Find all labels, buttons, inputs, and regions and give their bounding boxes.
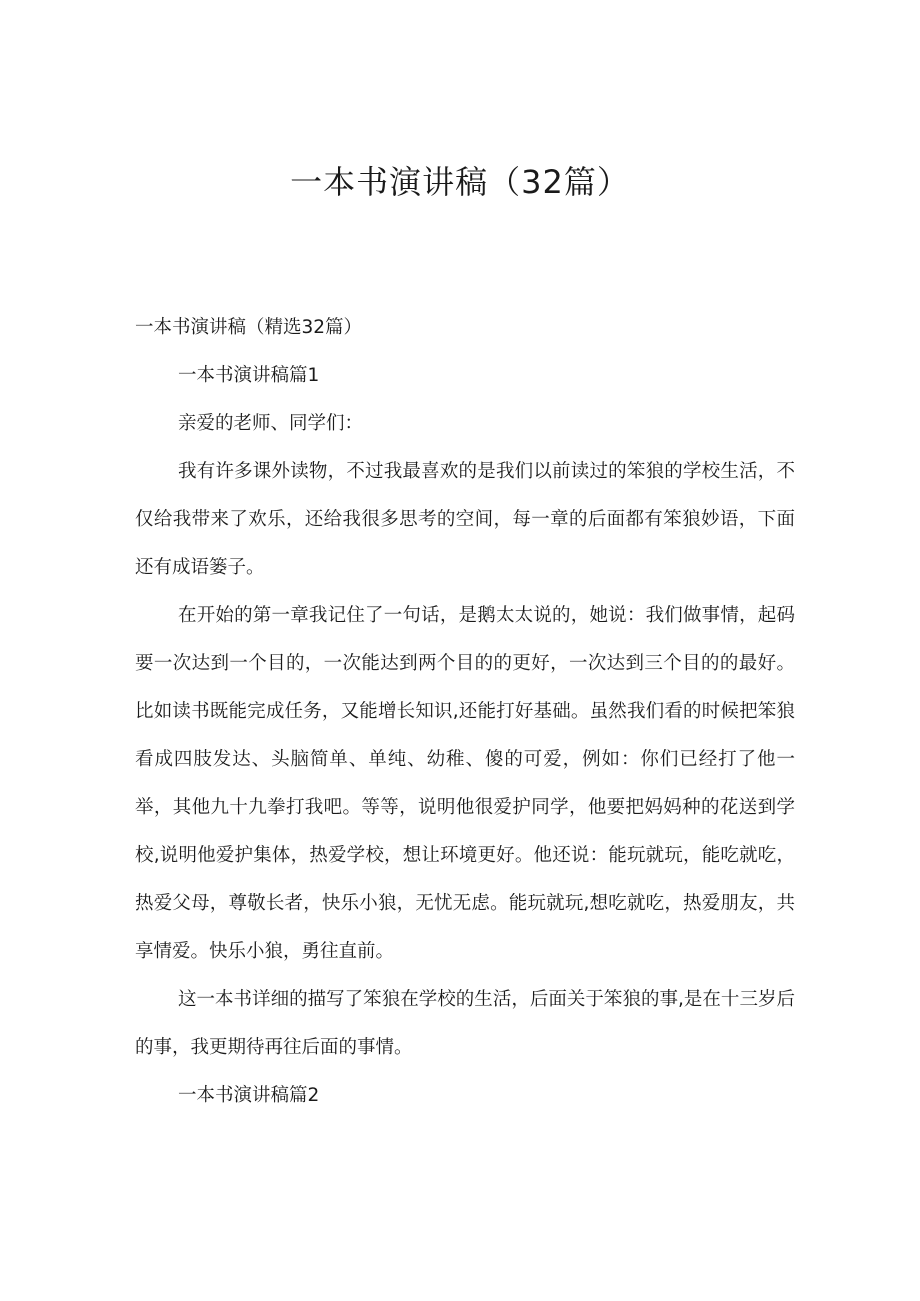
paragraph-3: 这一本书详细的描写了笨狼在学校的生活，后面关于笨狼的事,是在十三岁后的事，我更期待再往后面的事情。	[135, 989, 795, 1058]
paragraph-1: 我有许多课外读物，不过我最喜欢的是我们以前读过的笨狼的学校生活，不仅给我带来了欢乐，还给我很多思考的空间，每一章的后面都有笨狼妙语，下面还有成语篓子。	[135, 461, 795, 578]
section-heading-1: 一本书演讲稿篇1	[178, 365, 320, 386]
document-title: 一本书演讲稿（32篇）	[290, 163, 630, 201]
section-heading-2: 一本书演讲稿篇2	[178, 1085, 320, 1106]
paragraph-2: 在开始的第一章我记住了一句话，是鹅太太说的，她说：我们做事情，起码要一次达到一个目的，一次能达到两个目的的更好，一次达到三个目的的最好。比如读书既能完成任务，又能增长知识,还能打好基础。虽然我们看的时候把笨狼看成四肢发达、头脑简单、单纯、幼稚、傻的可爱，例如：你们已经打了他一举，其他九十九拳打我吧。等等，说明他很爱护同学，他要把妈妈种的花送到学校,说明他爱护集体，热爱学校，想让环境更好。他还说：能玩就玩，能吃就吃，热爱父母，尊敬长者，快乐小狼，无忧无虑。能玩就玩,想吃就吃，热爱朋友，共享情爱。快乐小狼，勇往直前。	[135, 605, 795, 962]
document-body	[135, 304, 795, 1120]
document-subtitle: 一本书演讲稿（精选32篇）	[135, 317, 363, 338]
salutation: 亲爱的老师、同学们：	[178, 413, 364, 434]
